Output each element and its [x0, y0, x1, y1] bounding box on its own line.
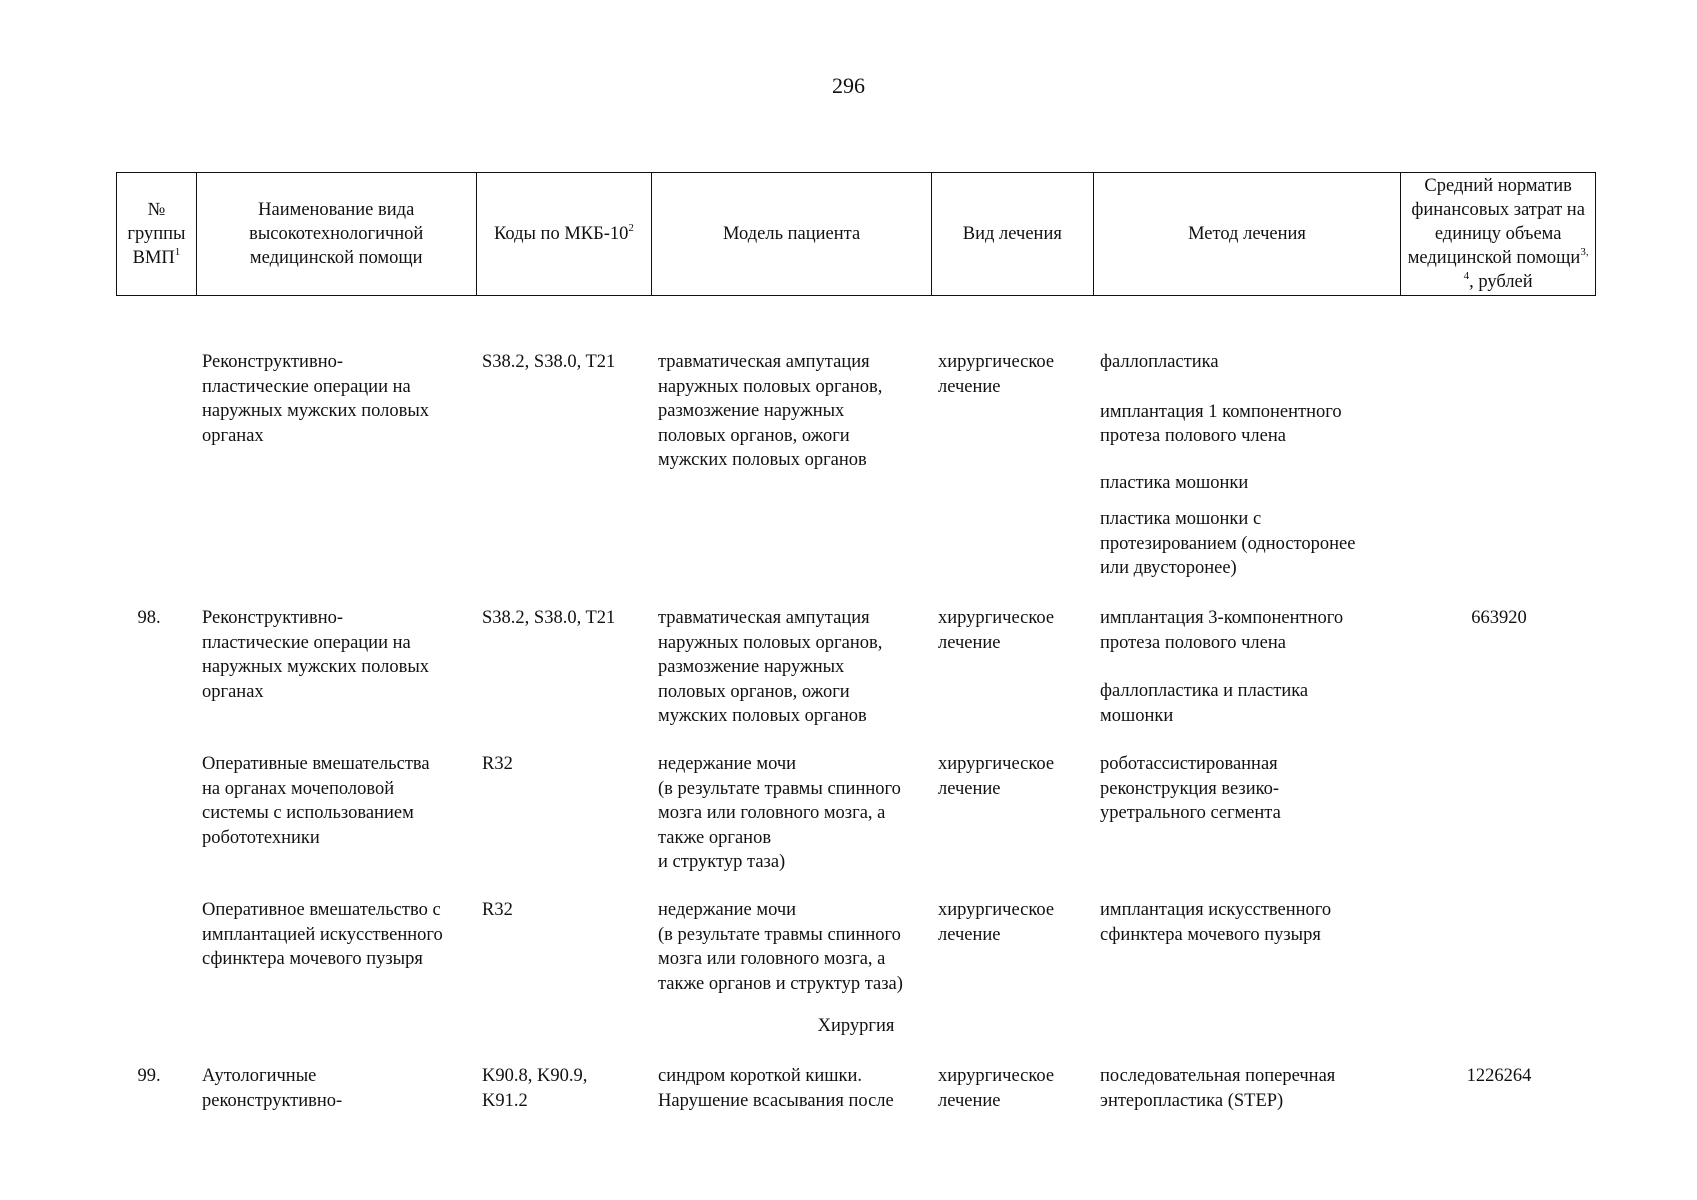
care-type-name: Реконструктивно- пластические операции на наружных мужских половых органах: [202, 352, 430, 446]
treatment-methods: [1094, 350, 1402, 581]
group-number: 98.: [137, 608, 161, 628]
table-row: [116, 1064, 1596, 1113]
patient-model: травматическая ампутация наружных половых органов, размозжение наружных половых органов, ожоги мужских половых органов: [658, 352, 883, 470]
treatment-method: пластика мошонки: [1100, 472, 1249, 493]
table-row: [116, 350, 1596, 581]
cost-norm: [1402, 898, 1596, 996]
table-row: [116, 752, 1596, 875]
treatment-method: пластика мошонки с протезированием (односторонее или двусторонее): [1100, 509, 1356, 578]
treatment-methods: [1094, 898, 1402, 996]
cost-norm: 663920: [1471, 608, 1527, 628]
treatment-methods: [1094, 1064, 1402, 1113]
group-number: [116, 350, 196, 581]
footnote-marker: 3, 4: [1463, 246, 1589, 282]
treatment-methods: [1094, 606, 1402, 729]
treatment-type: хирургическое лечение: [938, 1066, 1055, 1111]
group-number: 99.: [137, 1066, 161, 1086]
treatment-type: хирургическое лечение: [938, 900, 1055, 945]
care-type-name: Реконструктивно- пластические операции на наружных мужских половых органах: [202, 608, 430, 702]
icd-codes: S38.2, S38.0, T21: [482, 352, 616, 372]
treatment-method: фаллопластика и пластика мошонки: [1100, 681, 1309, 726]
cost-norm: 1226264: [1466, 1066, 1532, 1086]
patient-model: недержание мочи (в результате травмы спинного мозга или головного мозга, а также органов и структур таза): [658, 754, 901, 872]
care-type-name: Аутологичные реконструктивно-: [202, 1066, 343, 1111]
footnote-marker: 2: [628, 222, 634, 234]
icd-codes: R32: [482, 754, 513, 774]
treatment-method: имплантация искусственного сфинктера мочевого пузыря: [1100, 900, 1332, 945]
treatment-type: хирургическое лечение: [938, 352, 1055, 397]
header-group-no: [117, 173, 197, 295]
header-icd-codes: [477, 173, 653, 295]
treatment-type: хирургическое лечение: [938, 754, 1055, 799]
cost-norm: [1402, 350, 1596, 581]
treatment-method: фаллопластика: [1100, 352, 1219, 372]
treatment-methods: [1094, 752, 1402, 875]
footnote-marker: 1: [174, 246, 181, 258]
patient-model: синдром короткой кишки. Нарушение всасывания после: [658, 1066, 894, 1111]
patient-model: травматическая ампутация наружных половых органов, размозжение наружных половых органов, ожоги мужских половых органов: [658, 608, 883, 726]
icd-codes: K90.8, K90.9, K91.2: [482, 1066, 588, 1111]
treatment-method: имплантация 3-компонентного протеза полового члена: [1100, 608, 1344, 653]
section-title: Хирургия: [817, 1016, 895, 1036]
header-patient-model: Модель пациента: [652, 173, 932, 295]
header-group-no-label: № группы ВМП: [127, 200, 186, 268]
group-number: [116, 752, 196, 875]
page-number: 296: [832, 73, 865, 98]
care-type-name: Оперативное вмешательство с имплантацией искусственного сфинктера мочевого пузыря: [202, 900, 443, 969]
header-icd-codes-label: Коды по МКБ-10: [493, 224, 629, 244]
treatment-method: имплантация 1 компонентного протеза полового члена: [1100, 401, 1342, 446]
header-cost-label: Средний норматив финансовых затрат на единицу объема медицинской помощи: [1407, 176, 1585, 268]
table-row: [116, 898, 1596, 996]
patient-model: недержание мочи (в результате травмы спинного мозга или головного мозга, а также органов и структур таза): [658, 900, 903, 994]
header-cost-unit: , рублей: [1469, 272, 1533, 292]
header-name: Наименование вида высокотехнологичной медицинской помощи: [197, 173, 477, 295]
treatment-method: роботассистированная реконструкция везико- уретрального сегмента: [1100, 754, 1281, 823]
icd-codes: S38.2, S38.0, T21: [482, 608, 616, 628]
header-cost: [1401, 173, 1595, 295]
care-type-name: Оперативные вмешательства на органах мочеполовой системы с использованием робототехники: [202, 754, 430, 848]
icd-codes: R32: [482, 900, 513, 920]
header-treatment-type: Вид лечения: [932, 173, 1094, 295]
table-row: [116, 606, 1596, 729]
treatment-method: последовательная поперечная энтеропластика (STEP): [1100, 1066, 1336, 1111]
cost-norm: [1402, 752, 1596, 875]
table-header: [116, 172, 1596, 296]
header-method: Метод лечения: [1094, 173, 1402, 295]
treatment-type: хирургическое лечение: [938, 608, 1055, 653]
group-number: [116, 898, 196, 996]
